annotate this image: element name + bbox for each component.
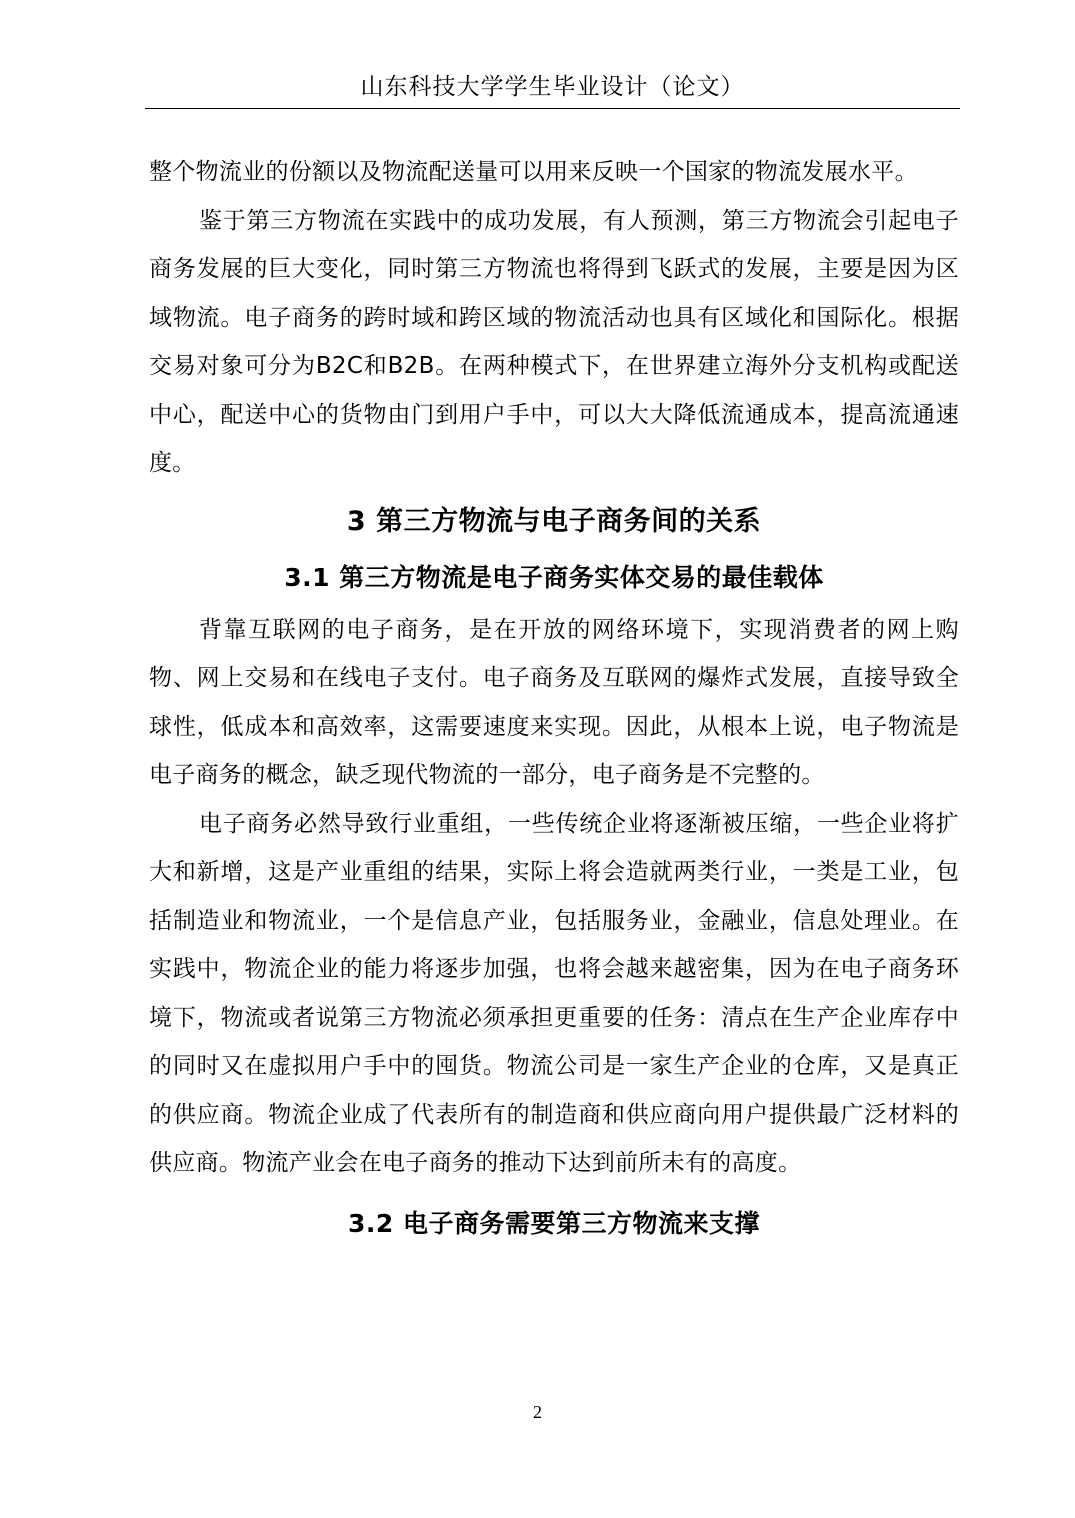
document-body	[149, 148, 959, 1250]
subsection-heading-3-2: 3.2 电子商务需要第三方物流来支撑	[348, 1208, 760, 1238]
paragraph-industry-restructuring: 电子商务必然导致行业重组，一些传统企业将逐渐被压缩，一些企业将扩大和新增，这是产业重组的结果，实际上将会造就两类行业，一类是工业，包括制造业和物流业，一个是信息产业，包括服务业，金融业，信息处理业。在实践中，物流企业的能力将逐步加强，也将会越来越密集，因为在电子商务环境下，物流或者说第三方物流必须承担更重要的任务：清点在生产企业库存中的同时又在虚拟用户手中的囤货。物流公司是一家生产企业的仓库，又是真正的供应商。物流企业成了代表所有的制造商和供应商向用户提供最广泛材料的供应商。物流产业会在电子商务的推动下达到前所未有的高度。	[149, 810, 959, 1176]
section-heading-3: 3 第三方物流与电子商务间的关系	[346, 505, 762, 537]
paragraph-internet-ecommerce: 背靠互联网的电子商务，是在开放的网络环境下，实现消费者的网上购物、网上交易和在线电子支付。电子商务及互联网的爆炸式发展，直接导致全球性，低成本和高效率，这需要速度来实现。因此，从根本上说，电子物流是电子商务的概念，缺乏现代物流的一部分，电子商务是不完整的。	[149, 616, 959, 788]
running-header: 山东科技大学学生毕业设计（论文）	[145, 72, 960, 109]
subsection-heading-3-1: 3.1 第三方物流是电子商务实体交易的最佳载体	[284, 562, 824, 592]
continuation-paragraph: 整个物流业的份额以及物流配送量可以用来反映一个国家的物流发展水平。	[149, 159, 918, 185]
page-number: 2	[533, 1402, 542, 1422]
paragraph-third-party-logistics-forecast: 鉴于第三方物流在实践中的成功发展，有人预测，第三方物流会引起电子商务发展的巨大变化，同时第三方物流也将得到飞跃式的发展，主要是因为区域物流。电子商务的跨时域和跨区域的物流活动也具有区域化和国际化。根据交易对象可分为B2C和B2B。在两种模式下，在世界建立海外分支机构或配送中心，配送中心的货物由门到用户手中，可以大大降低流通成本，提高流通速度。	[149, 207, 959, 476]
